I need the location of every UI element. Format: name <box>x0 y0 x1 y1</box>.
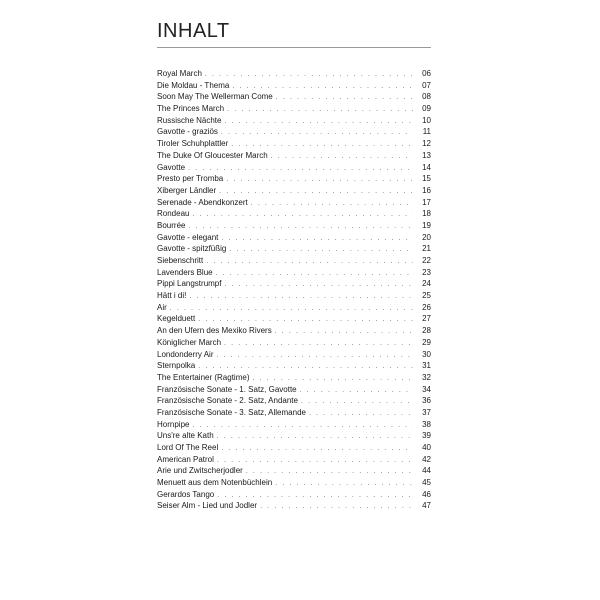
toc-entry <box>157 232 431 244</box>
toc-entry-title: Gavotte - spitzfüßig <box>157 244 227 254</box>
toc-entry <box>157 454 431 466</box>
dot-leader <box>221 127 413 139</box>
dot-leader <box>192 209 413 221</box>
dot-leader <box>224 116 413 128</box>
dot-leader <box>309 408 413 420</box>
toc-entry <box>157 500 431 512</box>
toc-entry <box>157 384 431 396</box>
dot-leader <box>170 303 413 315</box>
toc-entry-title: Gerardos Tango <box>157 489 215 499</box>
toc-entry-page-number: 25 <box>422 291 431 301</box>
toc-entry <box>157 278 431 290</box>
toc-entry-title: Air <box>157 302 167 312</box>
toc-entry-page-number: 21 <box>422 244 431 254</box>
toc-entry-page-number: 13 <box>422 150 431 160</box>
toc-entry-page-number: 47 <box>422 501 431 511</box>
toc-entry <box>157 290 431 302</box>
toc-entry-page-number: 16 <box>422 185 431 195</box>
toc-entry <box>157 267 431 279</box>
dot-leader <box>221 443 413 455</box>
toc-entry-page-number: 12 <box>422 139 431 149</box>
dot-leader <box>205 69 413 81</box>
toc-entry <box>157 173 431 185</box>
toc-entry <box>157 103 431 115</box>
toc-entry-page-number: 44 <box>422 466 431 476</box>
toc-entry-title: Französische Sonate - 3. Satz, Allemande <box>157 407 306 417</box>
toc-entry-page-number: 32 <box>422 372 431 382</box>
toc-entry <box>157 313 431 325</box>
dot-leader <box>188 221 413 233</box>
dot-leader <box>301 396 413 408</box>
toc-entry <box>157 442 431 454</box>
toc-entry-page-number: 17 <box>422 197 431 207</box>
title-divider <box>157 47 431 48</box>
dot-leader <box>227 104 413 116</box>
toc-entry-title: The Duke Of Gloucester March <box>157 150 268 160</box>
dot-leader <box>226 174 413 186</box>
toc-entry-title: Französische Sonate - 1. Satz, Gavotte <box>157 384 297 394</box>
toc-entry-title: Französische Sonate - 2. Satz, Andante <box>157 396 298 406</box>
toc-entry-title: Gavotte <box>157 162 186 172</box>
toc-entry <box>157 465 431 477</box>
toc-entry-title: Lavenders Blue <box>157 267 213 277</box>
dot-leader <box>216 268 413 280</box>
toc-entry-title: Uns're alte Kath <box>157 431 214 441</box>
table-of-contents <box>157 68 431 512</box>
toc-entry <box>157 80 431 92</box>
dot-leader <box>217 455 413 467</box>
toc-entry-title: Presto per Tromba <box>157 174 224 184</box>
dot-leader <box>216 350 413 362</box>
toc-entry-title: Soon May The Wellerman Come <box>157 92 273 102</box>
toc-entry <box>157 349 431 361</box>
toc-entry <box>157 208 431 220</box>
dot-leader <box>275 326 413 338</box>
toc-entry-page-number: 46 <box>422 489 431 499</box>
toc-entry-page-number: 20 <box>422 232 431 242</box>
toc-entry <box>157 115 431 127</box>
toc-entry-title: Pippi Langstrumpf <box>157 279 222 289</box>
toc-entry <box>157 243 431 255</box>
toc-entry-page-number: 06 <box>422 69 431 78</box>
toc-entry-page-number: 08 <box>422 92 431 102</box>
dot-leader <box>189 291 413 303</box>
dot-leader <box>275 478 413 490</box>
toc-entry-page-number: 18 <box>422 209 431 219</box>
toc-entry-page-number: 15 <box>422 174 431 184</box>
toc-entry-page-number: 42 <box>422 454 431 464</box>
toc-entry-title: Tiroler Schuhplattler <box>157 139 229 149</box>
toc-entry-page-number: 09 <box>422 104 431 114</box>
dot-leader <box>224 279 413 291</box>
toc-entry-title: Arie und Zwitscherjodler <box>157 466 243 476</box>
toc-entry-title: Menuett aus dem Notenbüchlein <box>157 478 273 488</box>
toc-entry-page-number: 34 <box>422 384 431 394</box>
toc-entry-title: Gavotte - graziös <box>157 127 218 137</box>
toc-entry-title: The Entertainer (Ragtime) <box>157 372 250 382</box>
toc-entry <box>157 138 431 150</box>
dot-leader <box>260 501 413 513</box>
toc-entry-page-number: 11 <box>422 127 431 137</box>
toc-entry-title: Hornpipe <box>157 419 190 429</box>
toc-entry-title: Die Moldau - Thema <box>157 80 230 90</box>
toc-entry <box>157 126 431 138</box>
toc-entry-title: Seiser Alm - Lied und Jodler <box>157 501 258 511</box>
dot-leader <box>217 431 413 443</box>
dot-leader <box>300 385 413 397</box>
toc-entry-page-number: 31 <box>422 361 431 371</box>
toc-entry-page-number: 40 <box>422 443 431 452</box>
toc-entry-title: The Princes March <box>157 104 225 114</box>
toc-entry <box>157 325 431 337</box>
toc-entry-title: Hätt i di! <box>157 291 187 301</box>
toc-entry <box>157 68 431 80</box>
toc-entry-page-number: 45 <box>422 478 431 488</box>
toc-entry <box>157 372 431 384</box>
toc-entry-page-number: 28 <box>422 326 431 336</box>
dot-leader <box>224 338 413 350</box>
toc-entry-title: Sternpolka <box>157 361 196 371</box>
toc-entry-title: Russische Nächte <box>157 115 222 125</box>
toc-entry <box>157 489 431 501</box>
toc-entry-page-number: 26 <box>422 302 431 312</box>
toc-entry-title: Königlicher March <box>157 337 222 347</box>
toc-entry-page-number: 07 <box>422 80 431 90</box>
toc-entry <box>157 407 431 419</box>
toc-entry <box>157 255 431 267</box>
toc-entry-page-number: 10 <box>422 115 431 125</box>
toc-entry <box>157 162 431 174</box>
toc-entry <box>157 477 431 489</box>
toc-entry <box>157 150 431 162</box>
toc-entry-page-number: 36 <box>422 396 431 406</box>
toc-entry <box>157 395 431 407</box>
toc-entry <box>157 91 431 103</box>
toc-entry <box>157 360 431 372</box>
dot-leader <box>192 420 413 432</box>
toc-entry-page-number: 23 <box>422 267 431 277</box>
toc-entry-page-number: 24 <box>422 279 431 289</box>
dot-leader <box>206 256 413 268</box>
page-title: INHALT <box>157 20 230 42</box>
toc-entry <box>157 185 431 197</box>
toc-entry-page-number: 22 <box>422 256 431 265</box>
toc-entry <box>157 220 431 232</box>
dot-leader <box>251 198 413 210</box>
toc-entry-title: Siebenschritt <box>157 256 204 265</box>
toc-entry <box>157 197 431 209</box>
toc-entry-title: Xiberger Ländler <box>157 185 217 195</box>
toc-entry-page-number: 37 <box>422 407 431 417</box>
toc-entry <box>157 337 431 349</box>
toc-entry-title: Serenade - Abendkonzert <box>157 197 248 207</box>
toc-entry-page-number: 38 <box>422 419 431 429</box>
toc-entry-title: Kegelduett <box>157 314 196 324</box>
toc-entry <box>157 430 431 442</box>
toc-entry-title: Lord Of The Reel <box>157 443 219 452</box>
dot-leader <box>221 233 413 245</box>
toc-entry-title: Royal March <box>157 69 202 78</box>
toc-entry <box>157 302 431 314</box>
toc-entry-title: American Patrol <box>157 454 214 464</box>
toc-entry-page-number: 39 <box>422 431 431 441</box>
toc-entry-page-number: 29 <box>422 337 431 347</box>
toc-entry-title: An den Ufern des Mexiko Rivers <box>157 326 272 336</box>
dot-leader <box>229 244 413 256</box>
toc-entry-title: Londonderry Air <box>157 349 214 359</box>
dot-leader <box>276 92 413 104</box>
toc-entry-title: Gavotte - elegant <box>157 232 219 242</box>
toc-entry-page-number: 30 <box>422 349 431 359</box>
toc-entry-page-number: 27 <box>422 314 431 324</box>
toc-entry-page-number: 14 <box>422 162 431 172</box>
dot-leader <box>271 151 413 163</box>
toc-entry-title: Rondeau <box>157 209 190 219</box>
toc-entry-title: Bourrée <box>157 220 186 230</box>
toc-entry-page-number: 19 <box>422 220 431 230</box>
toc-entry <box>157 419 431 431</box>
